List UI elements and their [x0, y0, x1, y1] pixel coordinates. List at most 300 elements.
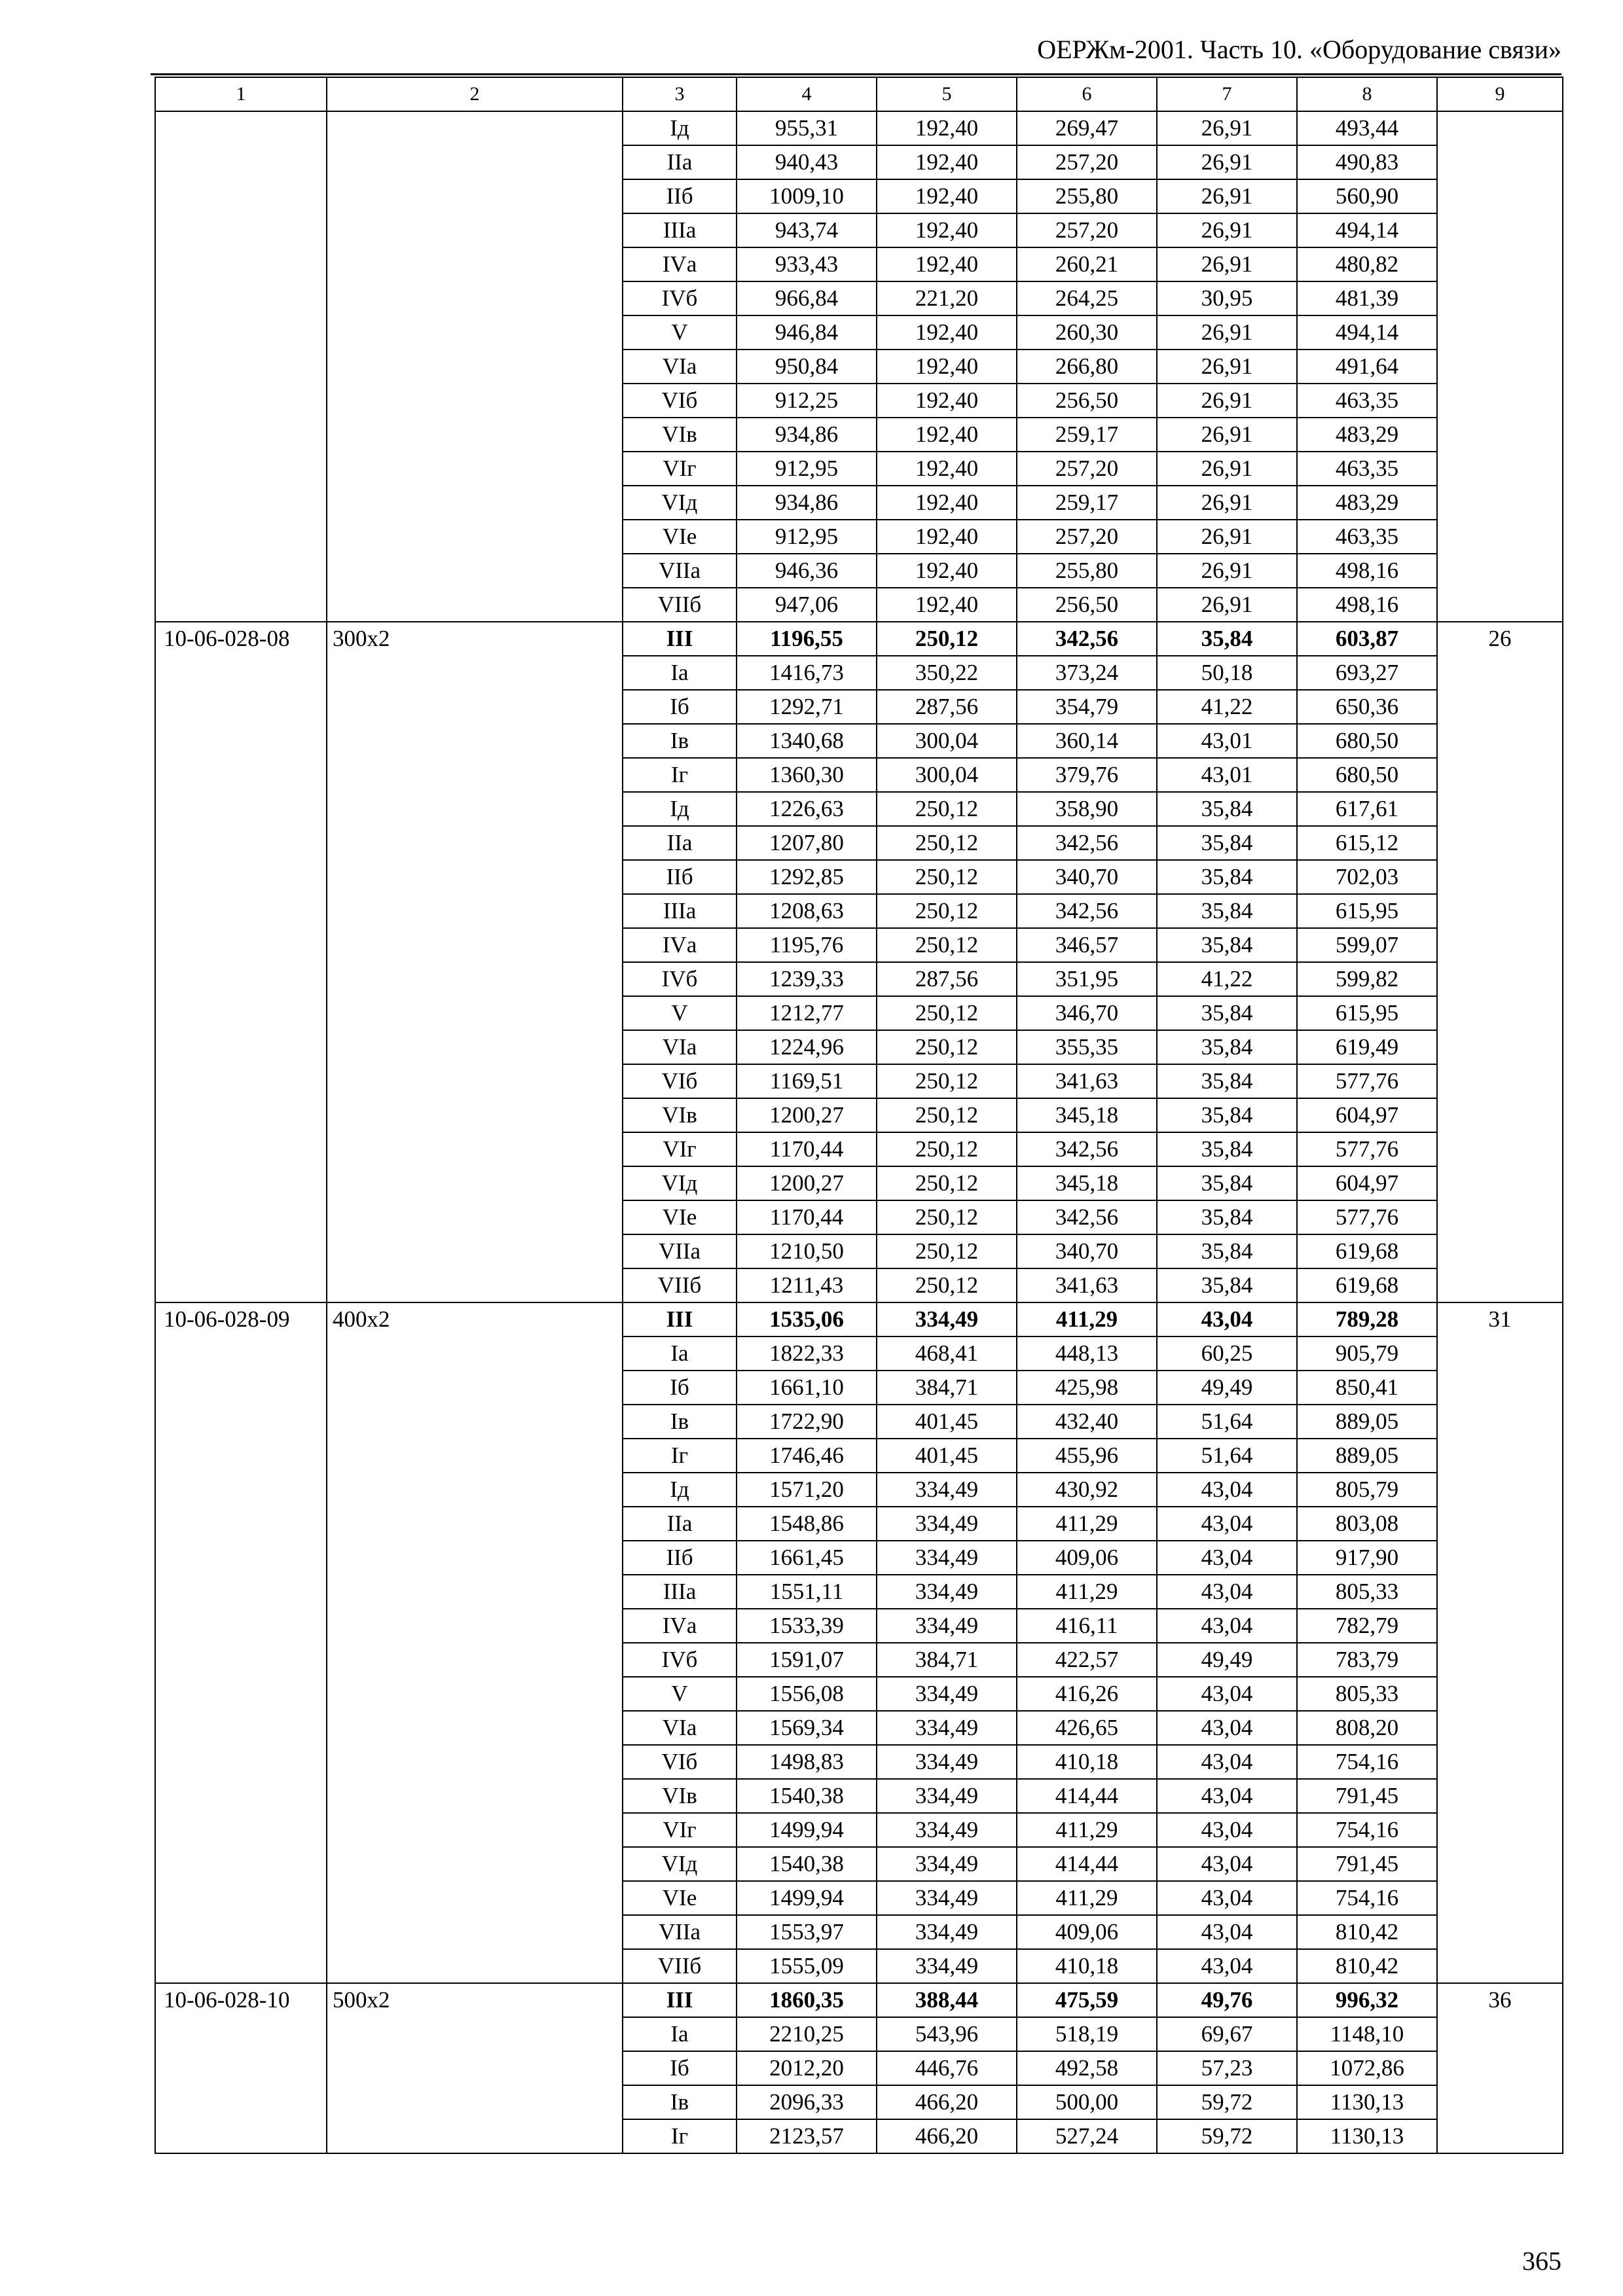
value-cell: 475,59	[1017, 1983, 1157, 2017]
value-cell: 599,07	[1297, 928, 1437, 962]
value-cell: 342,56	[1017, 1132, 1157, 1166]
value-cell: 650,36	[1297, 690, 1437, 724]
value-cell: 255,80	[1017, 179, 1157, 213]
value-cell: 577,76	[1297, 1132, 1437, 1166]
value-cell: 250,12	[877, 996, 1017, 1030]
table-row	[155, 1302, 1563, 1336]
value-cell: 409,06	[1017, 1541, 1157, 1575]
zone-cell: Iб	[623, 690, 737, 724]
zone-cell: IVа	[623, 928, 737, 962]
value-cell: 950,84	[737, 350, 877, 384]
value-cell: 1416,73	[737, 656, 877, 690]
value-cell: 1292,71	[737, 690, 877, 724]
value-cell: 1200,27	[737, 1166, 877, 1200]
value-cell: 889,05	[1297, 1439, 1437, 1473]
price-table	[155, 77, 1563, 2154]
value-cell: 1548,86	[737, 1507, 877, 1541]
value-cell: 259,17	[1017, 486, 1157, 520]
zone-cell: III	[623, 1983, 737, 2017]
zone-cell: IIа	[623, 1507, 737, 1541]
value-cell: 1195,76	[737, 928, 877, 962]
value-cell: 483,29	[1297, 418, 1437, 452]
column-9-cell: 31	[1437, 1302, 1563, 1983]
zone-cell: VIг	[623, 1132, 737, 1166]
value-cell: 996,32	[1297, 1983, 1437, 2017]
value-cell: 946,36	[737, 554, 877, 588]
value-cell: 615,95	[1297, 996, 1437, 1030]
zone-cell: Iа	[623, 1336, 737, 1371]
value-cell: 527,24	[1017, 2119, 1157, 2153]
value-cell: 26,91	[1157, 588, 1297, 622]
value-cell: 416,26	[1017, 1677, 1157, 1711]
column-number: 6	[1017, 77, 1157, 111]
value-cell: 35,84	[1157, 1132, 1297, 1166]
value-cell: 409,06	[1017, 1915, 1157, 1949]
value-cell: 35,84	[1157, 622, 1297, 656]
value-cell: 334,49	[877, 1302, 1017, 1336]
zone-cell: VIIа	[623, 1234, 737, 1268]
value-cell: 2012,20	[737, 2051, 877, 2085]
column-9-cell: 36	[1437, 1983, 1563, 2153]
zone-cell: IIа	[623, 145, 737, 179]
value-cell: 498,16	[1297, 588, 1437, 622]
value-cell: 2123,57	[737, 2119, 877, 2153]
zone-cell: Iд	[623, 792, 737, 826]
value-cell: 192,40	[877, 213, 1017, 247]
column-number: 3	[623, 77, 737, 111]
value-cell: 250,12	[877, 1200, 1017, 1234]
value-cell: 1224,96	[737, 1030, 877, 1064]
value-cell: 26,91	[1157, 486, 1297, 520]
zone-cell: VIе	[623, 1200, 737, 1234]
value-cell: 221,20	[877, 281, 1017, 315]
value-cell: 1072,86	[1297, 2051, 1437, 2085]
value-cell: 414,44	[1017, 1779, 1157, 1813]
value-cell: 49,49	[1157, 1643, 1297, 1677]
zone-cell: Iб	[623, 1371, 737, 1405]
value-cell: 410,18	[1017, 1949, 1157, 1983]
value-cell: 1130,13	[1297, 2119, 1437, 2153]
value-cell: 35,84	[1157, 1234, 1297, 1268]
value-cell: 43,01	[1157, 758, 1297, 792]
value-cell: 379,76	[1017, 758, 1157, 792]
value-cell: 192,40	[877, 384, 1017, 418]
value-cell: 617,61	[1297, 792, 1437, 826]
value-cell: 1533,39	[737, 1609, 877, 1643]
value-cell: 30,95	[1157, 281, 1297, 315]
zone-cell: VIв	[623, 418, 737, 452]
column-number: 2	[327, 77, 623, 111]
value-cell: 805,33	[1297, 1677, 1437, 1711]
value-cell: 560,90	[1297, 179, 1437, 213]
column-number: 5	[877, 77, 1017, 111]
value-cell: 422,57	[1017, 1643, 1157, 1677]
value-cell: 599,82	[1297, 962, 1437, 996]
value-cell: 619,49	[1297, 1030, 1437, 1064]
value-cell: 49,49	[1157, 1371, 1297, 1405]
value-cell: 789,28	[1297, 1302, 1437, 1336]
value-cell: 1200,27	[737, 1098, 877, 1132]
value-cell: 256,50	[1017, 588, 1157, 622]
value-cell: 334,49	[877, 1779, 1017, 1813]
value-cell: 35,84	[1157, 928, 1297, 962]
value-cell: 388,44	[877, 1983, 1017, 2017]
value-cell: 455,96	[1017, 1439, 1157, 1473]
value-cell: 51,64	[1157, 1405, 1297, 1439]
value-cell: 1210,50	[737, 1234, 877, 1268]
zone-cell: IIIа	[623, 894, 737, 928]
zone-cell: VIIб	[623, 1268, 737, 1302]
zone-cell: VIб	[623, 1745, 737, 1779]
column-number-row	[155, 77, 1563, 111]
value-cell: 955,31	[737, 111, 877, 145]
value-cell: 192,40	[877, 247, 1017, 281]
value-cell: 26,91	[1157, 384, 1297, 418]
value-cell: 463,35	[1297, 384, 1437, 418]
value-cell: 791,45	[1297, 1779, 1437, 1813]
value-cell: 360,14	[1017, 724, 1157, 758]
value-cell: 257,20	[1017, 520, 1157, 554]
zone-cell: IIб	[623, 860, 737, 894]
value-cell: 264,25	[1017, 281, 1157, 315]
value-cell: 494,14	[1297, 315, 1437, 350]
zone-cell: IIIа	[623, 1575, 737, 1609]
value-cell: 934,86	[737, 486, 877, 520]
value-cell: 808,20	[1297, 1711, 1437, 1745]
value-cell: 1340,68	[737, 724, 877, 758]
value-cell: 810,42	[1297, 1949, 1437, 1983]
zone-cell: IVб	[623, 1643, 737, 1677]
value-cell: 494,14	[1297, 213, 1437, 247]
value-cell: 354,79	[1017, 690, 1157, 724]
value-cell: 401,45	[877, 1405, 1017, 1439]
size-cell	[327, 111, 623, 622]
value-cell: 35,84	[1157, 1200, 1297, 1234]
value-cell: 250,12	[877, 1166, 1017, 1200]
value-cell: 43,04	[1157, 1949, 1297, 1983]
zone-cell: V	[623, 996, 737, 1030]
value-cell: 1661,45	[737, 1541, 877, 1575]
value-cell: 334,49	[877, 1813, 1017, 1847]
value-cell: 416,11	[1017, 1609, 1157, 1643]
value-cell: 805,79	[1297, 1473, 1437, 1507]
value-cell: 250,12	[877, 792, 1017, 826]
value-cell: 463,35	[1297, 452, 1437, 486]
value-cell: 481,39	[1297, 281, 1437, 315]
value-cell: 250,12	[877, 826, 1017, 860]
zone-cell: Iв	[623, 2085, 737, 2119]
zone-cell: VIг	[623, 452, 737, 486]
value-cell: 59,72	[1157, 2119, 1297, 2153]
value-cell: 1535,06	[737, 1302, 877, 1336]
value-cell: 615,12	[1297, 826, 1437, 860]
value-cell: 250,12	[877, 1268, 1017, 1302]
value-cell: 334,49	[877, 1745, 1017, 1779]
value-cell: 619,68	[1297, 1234, 1437, 1268]
value-cell: 300,04	[877, 724, 1017, 758]
value-cell: 1746,46	[737, 1439, 877, 1473]
value-cell: 500,00	[1017, 2085, 1157, 2119]
column-number: 1	[155, 77, 327, 111]
value-cell: 26,91	[1157, 350, 1297, 384]
value-cell: 250,12	[877, 894, 1017, 928]
value-cell: 334,49	[877, 1507, 1017, 1541]
value-cell: 259,17	[1017, 418, 1157, 452]
value-cell: 35,84	[1157, 996, 1297, 1030]
value-cell: 342,56	[1017, 826, 1157, 860]
value-cell: 1208,63	[737, 894, 877, 928]
value-cell: 468,41	[877, 1336, 1017, 1371]
value-cell: 463,35	[1297, 520, 1437, 554]
value-cell: 702,03	[1297, 860, 1437, 894]
value-cell: 1860,35	[737, 1983, 877, 2017]
value-cell: 35,84	[1157, 1098, 1297, 1132]
value-cell: 933,43	[737, 247, 877, 281]
rate-code-cell: 10-06-028-08	[155, 622, 327, 1302]
column-9-cell: 26	[1437, 622, 1563, 1302]
value-cell: 1540,38	[737, 1847, 877, 1881]
value-cell: 257,20	[1017, 145, 1157, 179]
value-cell: 26,91	[1157, 213, 1297, 247]
zone-cell: III	[623, 1302, 737, 1336]
value-cell: 1130,13	[1297, 2085, 1437, 2119]
value-cell: 1169,51	[737, 1064, 877, 1098]
value-cell: 466,20	[877, 2119, 1017, 2153]
rate-code-cell	[155, 111, 327, 622]
rate-code-cell: 10-06-028-10	[155, 1983, 327, 2153]
page-header-title: ОЕРЖм-2001. Часть 10. «Оборудование связи»	[1037, 35, 1561, 64]
value-cell: 60,25	[1157, 1336, 1297, 1371]
value-cell: 1540,38	[737, 1779, 877, 1813]
value-cell: 754,16	[1297, 1745, 1437, 1779]
value-cell: 334,49	[877, 1609, 1017, 1643]
value-cell: 432,40	[1017, 1405, 1157, 1439]
value-cell: 426,65	[1017, 1711, 1157, 1745]
size-cell: 500х2	[327, 1983, 623, 2153]
value-cell: 192,40	[877, 588, 1017, 622]
value-cell: 35,84	[1157, 1064, 1297, 1098]
header-rule	[151, 73, 1561, 75]
zone-cell: Iд	[623, 1473, 737, 1507]
value-cell: 35,84	[1157, 1268, 1297, 1302]
zone-cell: Iг	[623, 2119, 737, 2153]
rate-code-cell: 10-06-028-09	[155, 1302, 327, 1983]
value-cell: 351,95	[1017, 962, 1157, 996]
value-cell: 430,92	[1017, 1473, 1157, 1507]
zone-cell: VIд	[623, 1847, 737, 1881]
value-cell: 345,18	[1017, 1166, 1157, 1200]
zone-cell: III	[623, 622, 737, 656]
value-cell: 192,40	[877, 554, 1017, 588]
value-cell: 26,91	[1157, 452, 1297, 486]
value-cell: 250,12	[877, 622, 1017, 656]
value-cell: 577,76	[1297, 1200, 1437, 1234]
value-cell: 35,84	[1157, 894, 1297, 928]
value-cell: 355,35	[1017, 1030, 1157, 1064]
zone-cell: VIа	[623, 1030, 737, 1064]
zone-cell: VIд	[623, 1166, 737, 1200]
value-cell: 411,29	[1017, 1507, 1157, 1541]
value-cell: 493,44	[1297, 111, 1437, 145]
value-cell: 334,49	[877, 1677, 1017, 1711]
value-cell: 334,49	[877, 1949, 1017, 1983]
value-cell: 358,90	[1017, 792, 1157, 826]
zone-cell: Iа	[623, 2017, 737, 2051]
value-cell: 889,05	[1297, 1405, 1437, 1439]
value-cell: 340,70	[1017, 1234, 1157, 1268]
table-body	[155, 77, 1563, 2153]
value-cell: 192,40	[877, 452, 1017, 486]
column-number: 7	[1157, 77, 1297, 111]
value-cell: 26,91	[1157, 145, 1297, 179]
column-number: 9	[1437, 77, 1563, 111]
value-cell: 411,29	[1017, 1302, 1157, 1336]
zone-cell: Iд	[623, 111, 737, 145]
value-cell: 850,41	[1297, 1371, 1437, 1405]
value-cell: 1722,90	[737, 1405, 877, 1439]
value-cell: 257,20	[1017, 213, 1157, 247]
value-cell: 384,71	[877, 1371, 1017, 1405]
value-cell: 810,42	[1297, 1915, 1437, 1949]
value-cell: 43,04	[1157, 1813, 1297, 1847]
value-cell: 26,91	[1157, 418, 1297, 452]
value-cell: 59,72	[1157, 2085, 1297, 2119]
column-9-cell	[1437, 111, 1563, 622]
value-cell: 1212,77	[737, 996, 877, 1030]
value-cell: 334,49	[877, 1881, 1017, 1915]
value-cell: 43,04	[1157, 1677, 1297, 1711]
value-cell: 483,29	[1297, 486, 1437, 520]
value-cell: 604,97	[1297, 1166, 1437, 1200]
value-cell: 2210,25	[737, 2017, 877, 2051]
value-cell: 1498,83	[737, 1745, 877, 1779]
value-cell: 912,25	[737, 384, 877, 418]
value-cell: 947,06	[737, 588, 877, 622]
value-cell: 1571,20	[737, 1473, 877, 1507]
value-cell: 269,47	[1017, 111, 1157, 145]
value-cell: 966,84	[737, 281, 877, 315]
value-cell: 334,49	[877, 1711, 1017, 1745]
value-cell: 35,84	[1157, 860, 1297, 894]
value-cell: 414,44	[1017, 1847, 1157, 1881]
value-cell: 604,97	[1297, 1098, 1437, 1132]
value-cell: 693,27	[1297, 656, 1437, 690]
value-cell: 619,68	[1297, 1268, 1437, 1302]
value-cell: 490,83	[1297, 145, 1437, 179]
value-cell: 754,16	[1297, 1881, 1437, 1915]
value-cell: 334,49	[877, 1575, 1017, 1609]
value-cell: 334,49	[877, 1915, 1017, 1949]
value-cell: 1551,11	[737, 1575, 877, 1609]
value-cell: 480,82	[1297, 247, 1437, 281]
table-row	[155, 1983, 1563, 2017]
value-cell: 43,04	[1157, 1575, 1297, 1609]
value-cell: 491,64	[1297, 350, 1437, 384]
value-cell: 26,91	[1157, 315, 1297, 350]
value-cell: 1009,10	[737, 179, 877, 213]
value-cell: 26,91	[1157, 247, 1297, 281]
value-cell: 26,91	[1157, 179, 1297, 213]
zone-cell: IIб	[623, 179, 737, 213]
value-cell: 69,67	[1157, 2017, 1297, 2051]
zone-cell: IIIа	[623, 213, 737, 247]
value-cell: 334,49	[877, 1541, 1017, 1575]
value-cell: 1226,63	[737, 792, 877, 826]
value-cell: 43,04	[1157, 1711, 1297, 1745]
value-cell: 43,04	[1157, 1847, 1297, 1881]
value-cell: 250,12	[877, 928, 1017, 962]
value-cell: 192,40	[877, 350, 1017, 384]
zone-cell: IIа	[623, 826, 737, 860]
value-cell: 26,91	[1157, 111, 1297, 145]
value-cell: 26,91	[1157, 520, 1297, 554]
value-cell: 340,70	[1017, 860, 1157, 894]
value-cell: 35,84	[1157, 792, 1297, 826]
value-cell: 782,79	[1297, 1609, 1437, 1643]
zone-cell: VIIа	[623, 554, 737, 588]
value-cell: 1499,94	[737, 1881, 877, 1915]
value-cell: 411,29	[1017, 1813, 1157, 1847]
value-cell: 287,56	[877, 690, 1017, 724]
value-cell: 192,40	[877, 520, 1017, 554]
value-cell: 1591,07	[737, 1643, 877, 1677]
value-cell: 43,04	[1157, 1745, 1297, 1779]
zone-cell: VIг	[623, 1813, 737, 1847]
size-cell: 400х2	[327, 1302, 623, 1983]
value-cell: 803,08	[1297, 1507, 1437, 1541]
value-cell: 411,29	[1017, 1575, 1157, 1609]
value-cell: 943,74	[737, 213, 877, 247]
value-cell: 192,40	[877, 315, 1017, 350]
value-cell: 341,63	[1017, 1064, 1157, 1098]
value-cell: 1360,30	[737, 758, 877, 792]
zone-cell: VIе	[623, 1881, 737, 1915]
zone-cell: V	[623, 315, 737, 350]
value-cell: 448,13	[1017, 1336, 1157, 1371]
value-cell: 492,58	[1017, 2051, 1157, 2085]
value-cell: 350,22	[877, 656, 1017, 690]
zone-cell: Iг	[623, 758, 737, 792]
value-cell: 912,95	[737, 452, 877, 486]
value-cell: 287,56	[877, 962, 1017, 996]
value-cell: 917,90	[1297, 1541, 1437, 1575]
value-cell: 342,56	[1017, 894, 1157, 928]
value-cell: 345,18	[1017, 1098, 1157, 1132]
value-cell: 334,49	[877, 1473, 1017, 1507]
zone-cell: VIIб	[623, 1949, 737, 1983]
value-cell: 1499,94	[737, 1813, 877, 1847]
value-cell: 341,63	[1017, 1268, 1157, 1302]
size-cell: 300х2	[327, 622, 623, 1302]
value-cell: 26,91	[1157, 554, 1297, 588]
value-cell: 250,12	[877, 1064, 1017, 1098]
zone-cell: VIе	[623, 520, 737, 554]
value-cell: 934,86	[737, 418, 877, 452]
zone-cell: VIв	[623, 1779, 737, 1813]
value-cell: 1553,97	[737, 1915, 877, 1949]
value-cell: 43,04	[1157, 1881, 1297, 1915]
value-cell: 250,12	[877, 1132, 1017, 1166]
value-cell: 518,19	[1017, 2017, 1157, 2051]
value-cell: 300,04	[877, 758, 1017, 792]
zone-cell: IIб	[623, 1541, 737, 1575]
zone-cell: V	[623, 1677, 737, 1711]
value-cell: 1292,85	[737, 860, 877, 894]
zone-cell: IVб	[623, 281, 737, 315]
value-cell: 543,96	[877, 2017, 1017, 2051]
value-cell: 680,50	[1297, 758, 1437, 792]
value-cell: 43,04	[1157, 1302, 1297, 1336]
